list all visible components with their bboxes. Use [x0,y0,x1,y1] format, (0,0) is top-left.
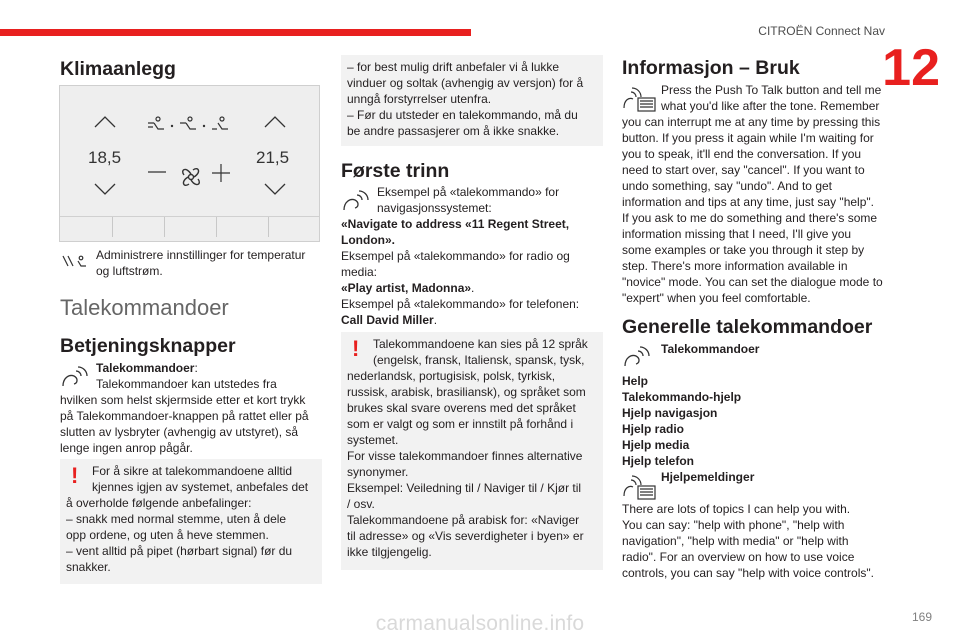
language-line: Talekommandoene på arabisk for: «Naviger [347,513,580,527]
voice-command-icon [60,366,88,388]
example-line: Eksempel på «talekommando» for telefonen: [341,297,580,311]
info-line: "expert" when you feel comfortable. [622,291,811,305]
minus-icon [148,170,166,174]
info-line: "novice" mode. You can set the dialogue mode to [622,275,883,289]
language-line: Eksempel: Veiledning til / Naviger til / Kjør til [347,481,582,495]
example-line: Eksempel på «talekommando» for radio og media: [341,249,570,280]
info-line: you to speak, it'll end the conversation. If you [622,147,862,161]
watermark: carmanualsonline.info [375,612,585,635]
voice-command-icon [622,346,650,368]
chapter-number: 12 [882,39,940,97]
info-line: need to start over, say "cancel". If you want to [622,163,865,177]
warning-line: – vent alltid på pipet (hørbart signal) før du [66,544,293,558]
help-line: controls, you can say "help with voice controls". [622,566,874,580]
language-line: For visse talekommandoer finnes alternative [347,449,583,463]
example-line: Eksempel på «talekommando» for [377,185,560,199]
page-number: 169 [911,610,932,624]
language-line: / osv. [347,497,375,511]
tip-line: vinduer og soltak (avhengig av versjon) for å [347,76,584,90]
warning-line: snakker. [66,560,111,574]
example-command: «Navigate to address «11 Regent Street, London». [341,217,570,248]
climate-title: Klimaanlegg [60,58,176,80]
info-line: information and tips at any time, just say "help". [622,195,874,209]
warning-icon: ! [71,463,79,488]
controls-line: hvilken som helst skjermside etter et kort trykk [60,393,306,407]
panel-separator [216,217,217,237]
warning-line: å overholde følgende anbefalinger: [66,496,252,510]
period: . [433,313,438,327]
warning-line: For å sikre at talekommandoene alltid [92,464,293,478]
chevron-up-icon [94,116,116,128]
language-line: (engelsk, fransk, Italiensk, spansk, tysk, [373,353,585,367]
help-line: navigation", "help with media" or "help with [622,534,849,548]
language-line: synonymer. [347,465,409,479]
info-line: undo something, say "undo". And to get [622,179,832,193]
help-line: You can say: "help with phone", "help with [622,518,845,532]
tip-line: – Før du utsteder en talekommando, må du [347,108,578,122]
fan-icon [178,164,204,190]
colon: : [194,361,198,375]
info-line: If you ask to me do something and there's some [622,211,878,225]
command-item: Hjelp navigasjon [622,406,718,420]
command-item: Talekommando-hjelp [622,390,742,404]
language-line: Talekommandoene kan sies på 12 språk [373,337,588,351]
temp-right: 21,5 [256,148,290,167]
panel-separator [164,217,165,237]
example-command-line [341,280,474,296]
language-line: nederlandsk, portugisisk, polsk, tyrkisk, [347,369,556,383]
climate-settings-icon [61,254,91,268]
warning-line: kjennes igjen av systemet, anbefales det [92,480,309,494]
voice-command-icon [341,190,369,212]
info-line: some examples or take you through it step by [622,243,865,257]
language-line: systemet. [347,433,399,447]
chevron-down-icon [264,183,286,195]
info-line: information missing that I need, I'll give you [622,227,852,241]
panel-divider [60,216,319,217]
example-command-line [341,312,437,328]
example-command: «Play artist, Madonna» [341,281,472,295]
help-messages-label: Hjelpemeldinger [661,470,755,484]
period: . [471,281,475,295]
help-line: There are lots of topics I can help you with. [622,502,851,516]
tip-line: – for best mulig drift anbefaler vi å lukke [347,60,560,74]
warning-line: opp ordene, og uten å heve stemmen. [66,528,269,542]
example-command: Call David Miller [341,313,434,327]
example-line: navigasjonssystemet: [377,201,492,215]
tip-line: unngå forstyrrelser utenfra. [347,92,492,106]
command-item: Hjelp media [622,438,690,452]
command-item: Help [622,374,649,388]
header-accent-bar [0,29,471,36]
climate-description: Administrere innstillinger for temperatur og luftstrøm. [96,248,306,279]
controls-line: slutten av lysbryter (avhengig av utstyret), så [60,425,299,439]
panel-separator [112,217,113,237]
info-line: you can interrupt me at any time by pressing this [622,115,881,129]
warning-line: – snakk med normal stemme, uten å dele [66,512,287,526]
airflow-mode-icons [144,114,238,136]
warning-icon: ! [352,336,360,361]
tip-line: be andre passasjerer om å ikke snakke. [347,124,560,138]
controls-label-line [96,360,321,376]
controls-label: Talekommandoer [96,361,195,375]
info-line: what you'd like after the tone. Remember [661,99,880,113]
controls-line: på Talekommandoer-knappen på rattet eller på [60,409,309,423]
temp-left: 18,5 [88,148,122,167]
language-line: som er valgt og som er innstilt på forhånd i [347,417,574,431]
language-line: brukes skal svare overens med det språket [347,401,576,415]
brand-title: CITROËN Connect Nav [758,24,885,38]
section-title: Talekommandoer [60,295,229,320]
language-line: russisk, arabisk, brasiliansk), og språket som [347,385,586,399]
language-line: ikke tilgjengelig. [347,545,432,559]
language-line: til adresse» og «Vis severdigheter i byen» er [347,529,584,543]
chevron-up-icon [264,116,286,128]
command-item: Hjelp radio [622,422,685,436]
info-line: button. If you press it again while I'm waiting for [622,131,874,145]
command-item: Hjelp telefon [622,454,695,468]
chevron-down-icon [94,183,116,195]
controls-title: Betjeningsknapper [60,335,236,357]
commands-label: Talekommandoer [661,342,760,356]
info-title: Informasjon – Bruk [622,57,800,79]
help-line: radio". For an overview on how to use voice [622,550,855,564]
general-commands-title: Generelle talekommandoer [622,316,873,338]
info-line: Press the Push To Talk button and tell me [661,83,882,97]
voice-help-icon [622,86,656,112]
climate-panel-illustration [59,85,320,242]
controls-line: lenge ingen anrop pågår. [60,441,193,455]
controls-line: Talekommandoer kan utstedes fra [96,377,277,391]
info-line: step. There's more information available in [622,259,848,273]
plus-icon [212,164,230,182]
panel-separator [268,217,269,237]
first-steps-title: Første trinn [341,160,450,182]
voice-help-icon [622,474,656,500]
